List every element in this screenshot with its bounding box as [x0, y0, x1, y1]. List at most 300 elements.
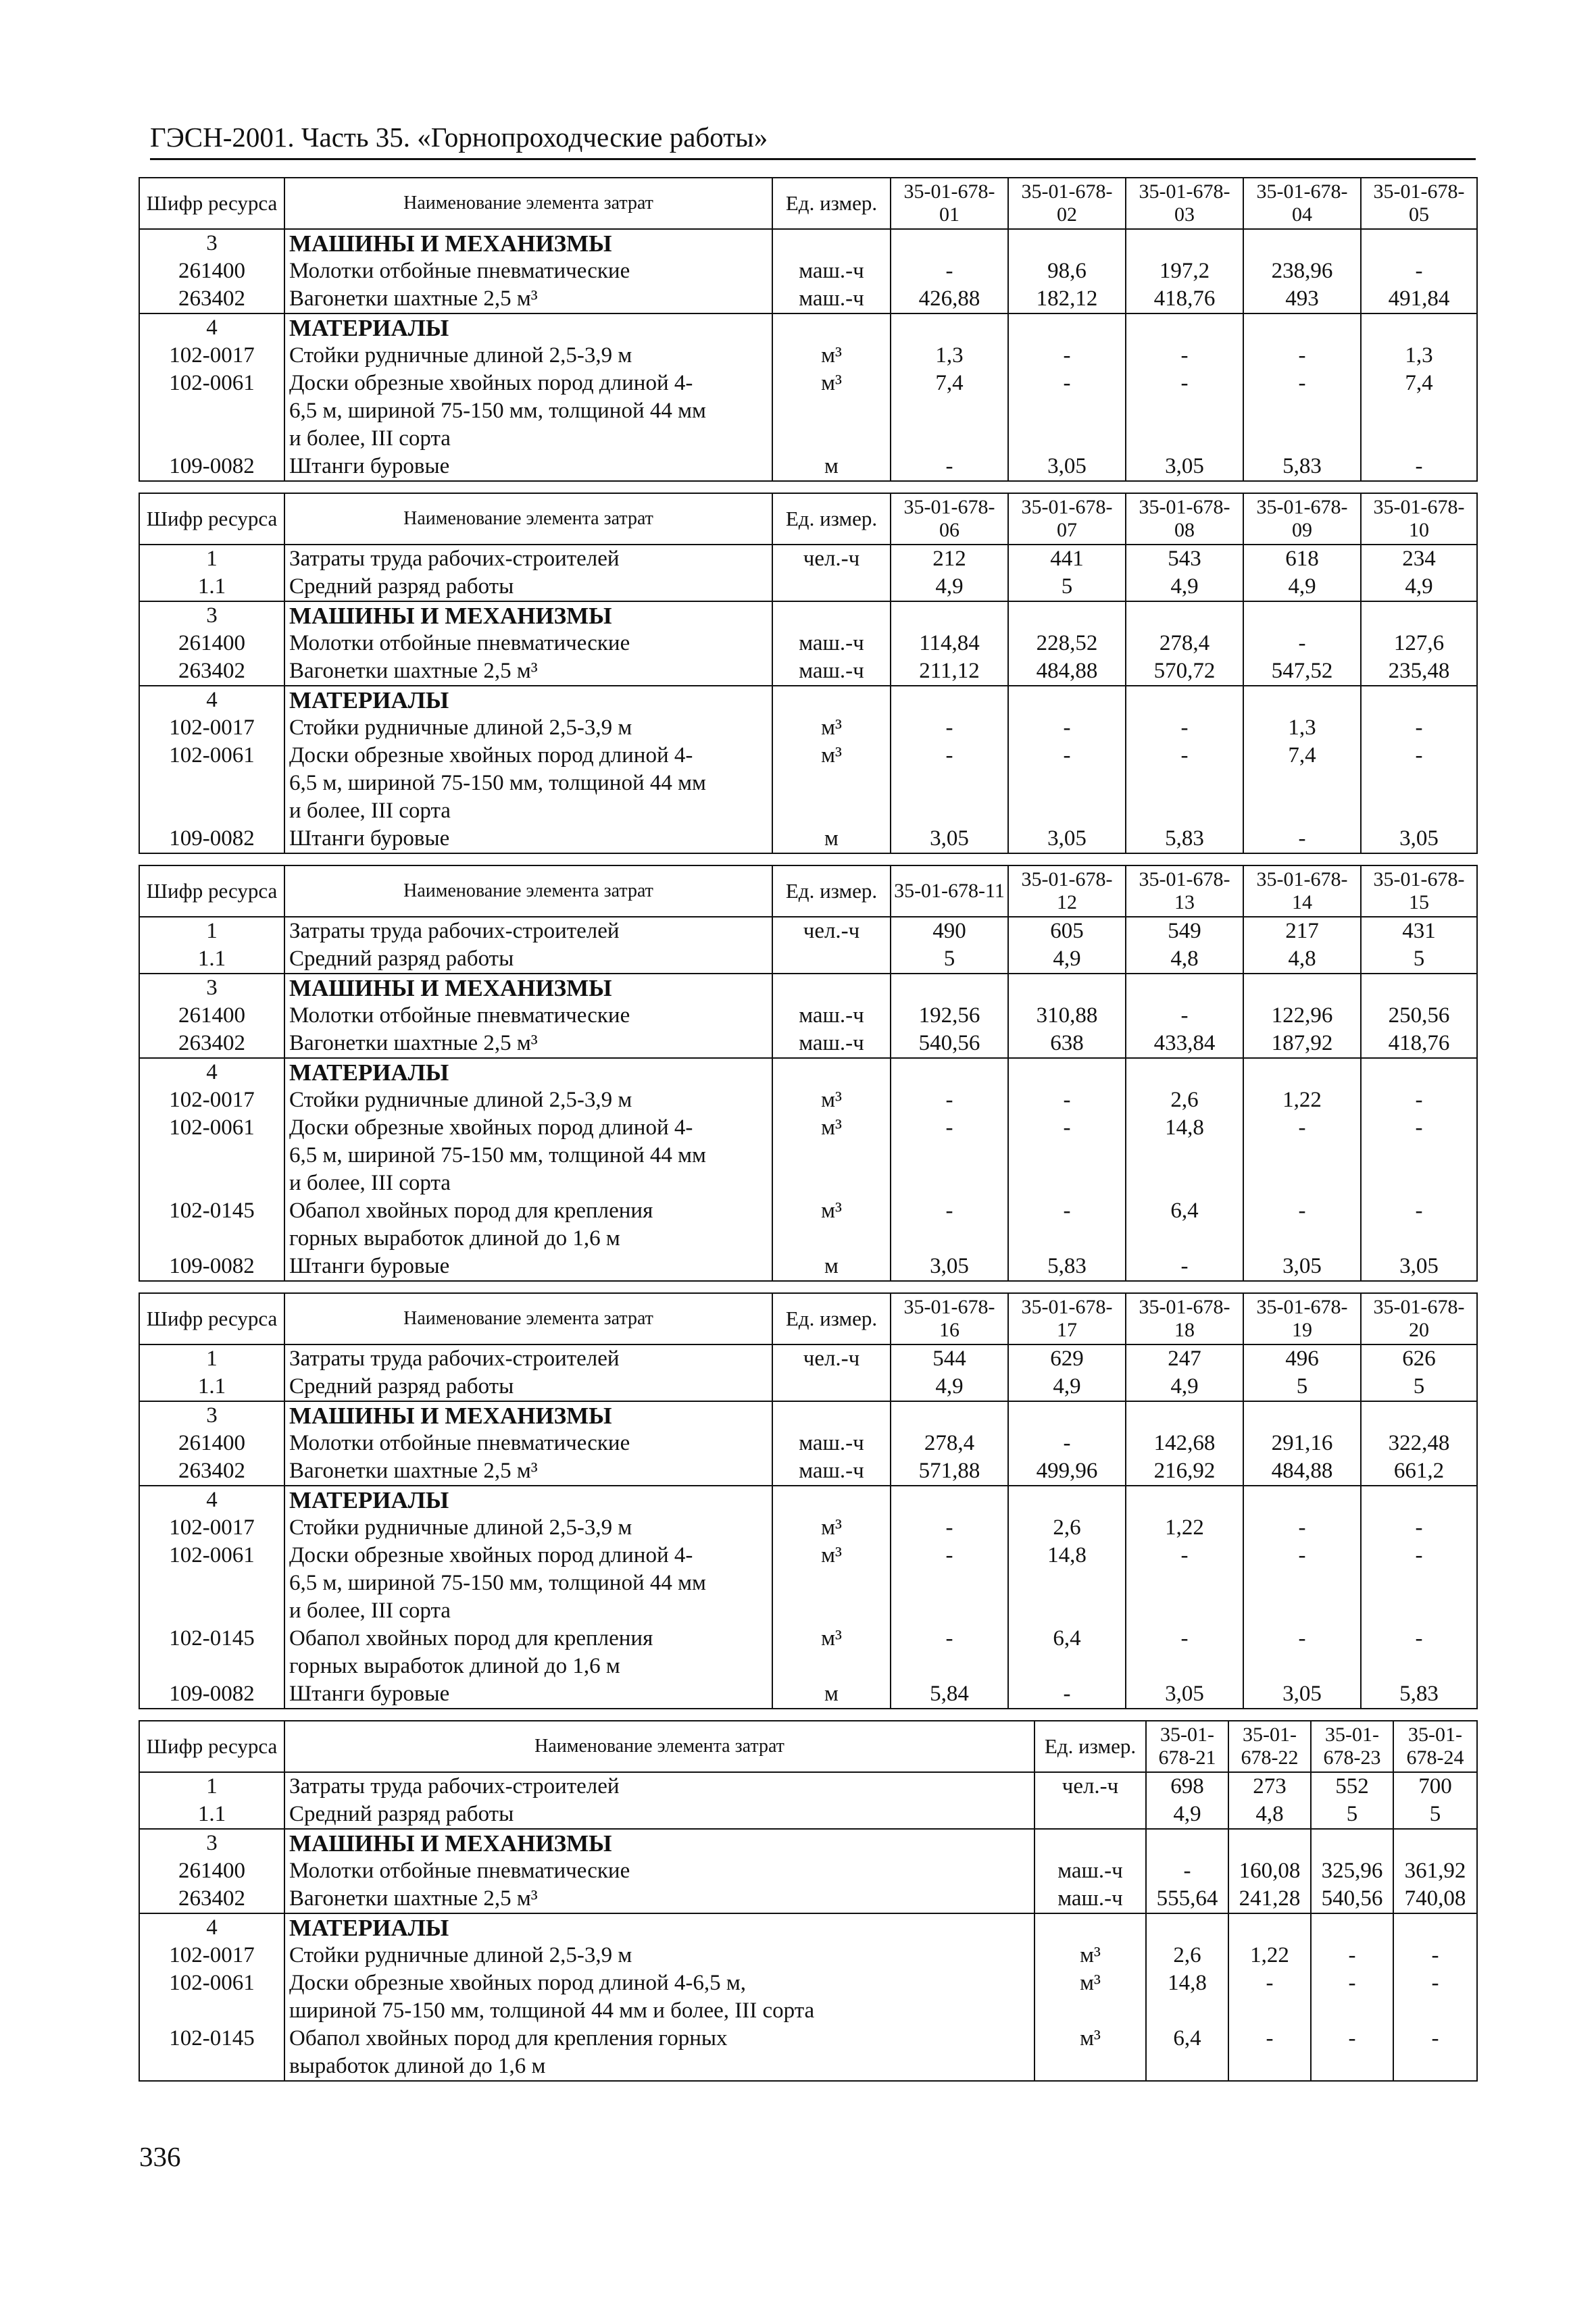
resource-name: МАШИНЫ И МЕХАНИЗМЫ — [284, 1829, 1034, 1857]
value-cell: - — [1243, 1514, 1361, 1542]
unit: м³ — [772, 714, 891, 742]
resource-table — [139, 1720, 1478, 2082]
value-cell: 4,9 — [1126, 573, 1243, 601]
value-cell: - — [1361, 1514, 1477, 1542]
table-row — [139, 1772, 1477, 1801]
value-cell: - — [1243, 342, 1361, 370]
table-row — [139, 657, 1477, 686]
resource-code: 102-0017 — [139, 1514, 284, 1542]
resource-name: Стойки рудничные длиной 2,5-3,9 м — [284, 342, 772, 370]
value-cell: - — [1008, 1114, 1126, 1197]
header-norm-code: 35-01-678-05 — [1361, 178, 1477, 229]
value-cell: 484,88 — [1243, 1457, 1361, 1486]
value-cell: 14,8 — [1126, 1114, 1243, 1197]
value-cell: - — [1008, 342, 1126, 370]
value-cell — [1243, 686, 1361, 714]
resource-code: 261400 — [139, 630, 284, 657]
unit: чел.-ч — [772, 1344, 891, 1373]
value-cell: 418,76 — [1361, 1030, 1477, 1058]
value-cell: 491,84 — [1361, 285, 1477, 313]
table-row — [139, 1344, 1477, 1373]
value-cell: 2,6 — [1146, 1942, 1228, 1969]
table-row — [139, 1514, 1477, 1542]
value-cell: 98,6 — [1008, 257, 1126, 285]
table-row — [139, 917, 1477, 945]
unit — [772, 974, 891, 1002]
unit: м — [772, 1253, 891, 1281]
value-cell — [1361, 686, 1477, 714]
value-cell: 5 — [1243, 1373, 1361, 1401]
resource-table — [139, 865, 1478, 1282]
unit: маш.-ч — [1034, 1857, 1146, 1885]
table-row — [139, 742, 1477, 825]
resource-name: Молотки отбойные пневматические — [284, 1002, 772, 1030]
unit: чел.-ч — [772, 917, 891, 945]
value-cell — [1361, 313, 1477, 342]
header-norm-code: 35-01-678-13 — [1126, 865, 1243, 917]
value-cell: - — [891, 1625, 1008, 1680]
resource-code: 109-0082 — [139, 1680, 284, 1709]
table-row — [139, 1801, 1477, 1829]
page-title: ГЭСН-2001. Часть 35. «Горнопроходческие работы» — [150, 122, 768, 153]
resource-name: Средний разряд работы — [284, 1373, 772, 1401]
resource-name: Обапол хвойных пород для крепления горных выработок длиной до 1,6 м — [284, 1197, 772, 1253]
value-cell: 3,05 — [1243, 1680, 1361, 1709]
value-cell: - — [1311, 1969, 1393, 2025]
value-cell — [1146, 1829, 1228, 1857]
resource-code: 1 — [139, 1344, 284, 1373]
resource-name: Штанги буровые — [284, 825, 772, 853]
resource-code: 102-0017 — [139, 714, 284, 742]
value-cell: 1,22 — [1243, 1086, 1361, 1114]
resource-name: Вагонетки шахтные 2,5 м³ — [284, 1885, 1034, 1913]
value-cell: - — [1008, 742, 1126, 825]
value-cell — [1361, 974, 1477, 1002]
resource-code: 3 — [139, 601, 284, 630]
value-cell: 273 — [1228, 1772, 1311, 1801]
value-cell — [891, 229, 1008, 257]
value-cell: 4,9 — [891, 573, 1008, 601]
value-cell: 3,05 — [1243, 1253, 1361, 1281]
resource-name: МАШИНЫ И МЕХАНИЗМЫ — [284, 974, 772, 1002]
header-unit: Ед. измер. — [772, 493, 891, 545]
value-cell — [1126, 1401, 1243, 1430]
value-cell: 247 — [1126, 1344, 1243, 1373]
resource-name: Доски обрезные хвойных пород длиной 4- 6,5 м, шириной 75-150 мм, толщиной 44 мм и более, III сорта — [284, 1114, 772, 1197]
value-cell: - — [891, 453, 1008, 481]
header-unit: Ед. измер. — [1034, 1721, 1146, 1772]
value-cell — [1393, 1829, 1477, 1857]
resource-code: 4 — [139, 1058, 284, 1086]
resource-code: 1 — [139, 917, 284, 945]
unit: маш.-ч — [772, 285, 891, 313]
value-cell: 235,48 — [1361, 657, 1477, 686]
value-cell: 216,92 — [1126, 1457, 1243, 1486]
resource-code: 4 — [139, 686, 284, 714]
value-cell: 1,22 — [1126, 1514, 1243, 1542]
value-cell: - — [1008, 1430, 1126, 1457]
value-cell: 211,12 — [891, 657, 1008, 686]
unit: м³ — [772, 1114, 891, 1197]
resource-name: МАШИНЫ И МЕХАНИЗМЫ — [284, 1401, 772, 1430]
table-row — [139, 1430, 1477, 1457]
value-cell: 122,96 — [1243, 1002, 1361, 1030]
resource-name: Вагонетки шахтные 2,5 м³ — [284, 1457, 772, 1486]
header-name: Наименование элемента затрат — [284, 1721, 1034, 1772]
unit — [772, 573, 891, 601]
value-cell: 325,96 — [1311, 1857, 1393, 1885]
value-cell: 484,88 — [1008, 657, 1126, 686]
unit: маш.-ч — [772, 630, 891, 657]
resource-table — [139, 493, 1478, 854]
value-cell: 5,83 — [1243, 453, 1361, 481]
table-row — [139, 342, 1477, 370]
resource-name: МАТЕРИАЛЫ — [284, 1486, 772, 1514]
value-cell: 142,68 — [1126, 1430, 1243, 1457]
unit — [772, 1486, 891, 1514]
value-cell: 7,4 — [891, 370, 1008, 453]
header-norm-code: 35-01-678-15 — [1361, 865, 1477, 917]
header-unit: Ед. измер. — [772, 865, 891, 917]
value-cell: 4,8 — [1126, 945, 1243, 974]
value-cell: - — [891, 1086, 1008, 1114]
value-cell — [1243, 974, 1361, 1002]
resource-code: 1 — [139, 545, 284, 573]
table-row — [139, 1829, 1477, 1857]
resource-code: 102-0061 — [139, 370, 284, 453]
value-cell: 114,84 — [891, 630, 1008, 657]
header-name: Наименование элемента затрат — [284, 1293, 772, 1344]
resource-name: Обапол хвойных пород для крепления горных выработок длиной до 1,6 м — [284, 2025, 1034, 2081]
value-cell: - — [1146, 1857, 1228, 1885]
table-row — [139, 601, 1477, 630]
resource-code: 102-0061 — [139, 742, 284, 825]
value-cell: 14,8 — [1008, 1542, 1126, 1625]
resource-code: 1.1 — [139, 1373, 284, 1401]
resource-name: Стойки рудничные длиной 2,5-3,9 м — [284, 1086, 772, 1114]
header-norm-code: 35-01-678-12 — [1008, 865, 1126, 917]
value-cell: 3,05 — [1126, 453, 1243, 481]
table-header-row — [139, 1293, 1477, 1344]
resource-code: 102-0145 — [139, 1625, 284, 1680]
value-cell: 6,4 — [1008, 1625, 1126, 1680]
header-norm-code: 35-01-678-20 — [1361, 1293, 1477, 1344]
resource-name: Молотки отбойные пневматические — [284, 1430, 772, 1457]
value-cell: 2,6 — [1008, 1514, 1126, 1542]
resource-name: Обапол хвойных пород для крепления горных выработок длиной до 1,6 м — [284, 1625, 772, 1680]
table-row — [139, 1857, 1477, 1885]
value-cell: 5,83 — [1361, 1680, 1477, 1709]
value-cell — [891, 1058, 1008, 1086]
value-cell — [1008, 686, 1126, 714]
unit: м — [772, 825, 891, 853]
value-cell: - — [1361, 1197, 1477, 1253]
value-cell — [1243, 1401, 1361, 1430]
table-row — [139, 2025, 1477, 2081]
value-cell: 4,9 — [1008, 1373, 1126, 1401]
table-row — [139, 229, 1477, 257]
resource-name: МАТЕРИАЛЫ — [284, 686, 772, 714]
value-cell: 212 — [891, 545, 1008, 573]
resource-name: Штанги буровые — [284, 1253, 772, 1281]
value-cell: 418,76 — [1126, 285, 1243, 313]
resource-name: Молотки отбойные пневматические — [284, 257, 772, 285]
value-cell: 192,56 — [891, 1002, 1008, 1030]
resource-code: 109-0082 — [139, 453, 284, 481]
table-row — [139, 1373, 1477, 1401]
value-cell: - — [1228, 2025, 1311, 2081]
value-cell — [1008, 1058, 1126, 1086]
resource-name: Молотки отбойные пневматические — [284, 630, 772, 657]
value-cell: 433,84 — [1126, 1030, 1243, 1058]
value-cell — [1361, 601, 1477, 630]
header-norm-code: 35-01-678-22 — [1228, 1721, 1311, 1772]
resource-code: 102-0017 — [139, 342, 284, 370]
resource-code: 261400 — [139, 1857, 284, 1885]
value-cell: - — [1361, 257, 1477, 285]
value-cell — [891, 1486, 1008, 1514]
value-cell: - — [1008, 1680, 1126, 1709]
value-cell: 322,48 — [1361, 1430, 1477, 1457]
table-row — [139, 1942, 1477, 1969]
table-row — [139, 945, 1477, 974]
value-cell: 700 — [1393, 1772, 1477, 1801]
table-row — [139, 1086, 1477, 1114]
unit: м³ — [772, 342, 891, 370]
value-cell: - — [1361, 1086, 1477, 1114]
header-name: Наименование элемента затрат — [284, 493, 772, 545]
value-cell — [1008, 229, 1126, 257]
table-row — [139, 714, 1477, 742]
value-cell: 238,96 — [1243, 257, 1361, 285]
value-cell — [891, 313, 1008, 342]
table-row — [139, 1002, 1477, 1030]
value-cell: - — [1361, 1625, 1477, 1680]
unit — [772, 1058, 891, 1086]
resource-name: Стойки рудничные длиной 2,5-3,9 м — [284, 1514, 772, 1542]
value-cell — [1243, 1058, 1361, 1086]
value-cell: 552 — [1311, 1772, 1393, 1801]
value-cell: 555,64 — [1146, 1885, 1228, 1913]
value-cell — [1361, 1058, 1477, 1086]
value-cell — [891, 686, 1008, 714]
table-row — [139, 1885, 1477, 1913]
resource-table — [139, 177, 1478, 482]
header-norm-code: 35-01-678-11 — [891, 865, 1008, 917]
value-cell: 740,08 — [1393, 1885, 1477, 1913]
value-cell: 4,9 — [1126, 1373, 1243, 1401]
resource-code: 263402 — [139, 1885, 284, 1913]
header-norm-code: 35-01-678-14 — [1243, 865, 1361, 917]
value-cell — [1243, 229, 1361, 257]
value-cell: - — [1126, 1253, 1243, 1281]
resource-table — [139, 1292, 1478, 1709]
resource-name: МАТЕРИАЛЫ — [284, 1913, 1034, 1942]
unit: маш.-ч — [1034, 1885, 1146, 1913]
value-cell: - — [1126, 714, 1243, 742]
value-cell: 1,3 — [1243, 714, 1361, 742]
unit: маш.-ч — [772, 257, 891, 285]
value-cell — [1126, 974, 1243, 1002]
table-row — [139, 630, 1477, 657]
unit: м — [772, 453, 891, 481]
header-code: Шифр ресурса — [139, 1293, 284, 1344]
unit — [1034, 1829, 1146, 1857]
value-cell: 431 — [1361, 917, 1477, 945]
table-row — [139, 1253, 1477, 1281]
value-cell — [1228, 1829, 1311, 1857]
resource-name: Затраты труда рабочих-строителей — [284, 1772, 1034, 1801]
header-code: Шифр ресурса — [139, 865, 284, 917]
header-norm-code: 35-01-678-24 — [1393, 1721, 1477, 1772]
value-cell: 540,56 — [891, 1030, 1008, 1058]
value-cell: - — [891, 1514, 1008, 1542]
resource-code: 263402 — [139, 1030, 284, 1058]
unit: м³ — [1034, 1969, 1146, 2025]
value-cell: - — [891, 1114, 1008, 1197]
resource-code: 261400 — [139, 1430, 284, 1457]
value-cell: - — [1393, 1969, 1477, 2025]
resource-name: Вагонетки шахтные 2,5 м³ — [284, 657, 772, 686]
value-cell — [1008, 1486, 1126, 1514]
value-cell: 250,56 — [1361, 1002, 1477, 1030]
value-cell: - — [1243, 825, 1361, 853]
value-cell: 4,8 — [1243, 945, 1361, 974]
value-cell — [1243, 1486, 1361, 1514]
value-cell: - — [1311, 1942, 1393, 1969]
header-code: Шифр ресурса — [139, 178, 284, 229]
value-cell — [1126, 313, 1243, 342]
table-header-row — [139, 178, 1477, 229]
table-row — [139, 974, 1477, 1002]
unit — [772, 229, 891, 257]
resource-name: Стойки рудничные длиной 2,5-3,9 м — [284, 714, 772, 742]
value-cell: - — [1008, 714, 1126, 742]
value-cell: 698 — [1146, 1772, 1228, 1801]
resource-code: 102-0061 — [139, 1969, 284, 2025]
value-cell: 6,4 — [1126, 1197, 1243, 1253]
unit — [1034, 1913, 1146, 1942]
value-cell — [1126, 686, 1243, 714]
resource-code: 102-0061 — [139, 1114, 284, 1197]
value-cell: 5 — [1361, 1373, 1477, 1401]
value-cell: 544 — [891, 1344, 1008, 1373]
value-cell — [1361, 1486, 1477, 1514]
value-cell — [1243, 601, 1361, 630]
value-cell: 426,88 — [891, 285, 1008, 313]
value-cell: - — [1361, 1114, 1477, 1197]
value-cell: - — [1126, 1542, 1243, 1625]
value-cell: 5 — [1393, 1801, 1477, 1829]
value-cell: 5 — [1008, 573, 1126, 601]
value-cell — [1126, 229, 1243, 257]
unit: чел.-ч — [772, 545, 891, 573]
value-cell: - — [1361, 714, 1477, 742]
resource-name: Средний разряд работы — [284, 1801, 1034, 1829]
table-row — [139, 1542, 1477, 1625]
value-cell: - — [1008, 1197, 1126, 1253]
value-cell: 310,88 — [1008, 1002, 1126, 1030]
unit — [772, 601, 891, 630]
value-cell — [1361, 1401, 1477, 1430]
value-cell — [1146, 1913, 1228, 1942]
value-cell: 638 — [1008, 1030, 1126, 1058]
unit: м³ — [1034, 2025, 1146, 2081]
value-cell: - — [1393, 1942, 1477, 1969]
value-cell — [1126, 1058, 1243, 1086]
value-cell: - — [1361, 742, 1477, 825]
value-cell: 493 — [1243, 285, 1361, 313]
value-cell: 5 — [1311, 1801, 1393, 1829]
resource-code: 102-0145 — [139, 2025, 284, 2081]
header-norm-code: 35-01-678-10 — [1361, 493, 1477, 545]
resource-name: Средний разряд работы — [284, 945, 772, 974]
resource-code: 4 — [139, 1913, 284, 1942]
value-cell: 5 — [1361, 945, 1477, 974]
value-cell: 490 — [891, 917, 1008, 945]
table-row — [139, 313, 1477, 342]
value-cell: 187,92 — [1243, 1030, 1361, 1058]
unit: м — [772, 1680, 891, 1709]
unit: м³ — [772, 370, 891, 453]
header-norm-code: 35-01-678-09 — [1243, 493, 1361, 545]
value-cell: 661,2 — [1361, 1457, 1477, 1486]
resource-code: 261400 — [139, 1002, 284, 1030]
resource-code: 4 — [139, 313, 284, 342]
value-cell: - — [891, 1197, 1008, 1253]
value-cell: 6,4 — [1146, 2025, 1228, 2081]
header-name: Наименование элемента затрат — [284, 178, 772, 229]
value-cell: 234 — [1361, 545, 1477, 573]
value-cell — [1008, 601, 1126, 630]
value-cell: - — [1243, 1197, 1361, 1253]
header-norm-code: 35-01-678-01 — [891, 178, 1008, 229]
unit — [772, 313, 891, 342]
header-name: Наименование элемента затрат — [284, 865, 772, 917]
value-cell: 4,9 — [891, 1373, 1008, 1401]
value-cell: 278,4 — [1126, 630, 1243, 657]
resource-code: 109-0082 — [139, 825, 284, 853]
value-cell: 547,52 — [1243, 657, 1361, 686]
unit — [772, 945, 891, 974]
value-cell: - — [891, 714, 1008, 742]
resource-name: Доски обрезные хвойных пород длиной 4-6,5 м, шириной 75-150 мм, толщиной 44 мм и более, III сорта — [284, 1969, 1034, 2025]
table-row — [139, 1058, 1477, 1086]
table-row — [139, 257, 1477, 285]
value-cell: 5,83 — [1008, 1253, 1126, 1281]
header-norm-code: 35-01-678-08 — [1126, 493, 1243, 545]
resource-code: 3 — [139, 974, 284, 1002]
table-row — [139, 1625, 1477, 1680]
resource-name: Доски обрезные хвойных пород длиной 4- 6,5 м, шириной 75-150 мм, толщиной 44 мм и более, III сорта — [284, 370, 772, 453]
resource-code: 3 — [139, 229, 284, 257]
value-cell: 3,05 — [1008, 453, 1126, 481]
table-header-row — [139, 865, 1477, 917]
value-cell: 127,6 — [1361, 630, 1477, 657]
value-cell — [891, 601, 1008, 630]
value-cell — [891, 974, 1008, 1002]
value-cell: 3,05 — [1126, 1680, 1243, 1709]
value-cell: 1,22 — [1228, 1942, 1311, 1969]
table-row — [139, 370, 1477, 453]
table-row — [139, 285, 1477, 313]
resource-code: 3 — [139, 1401, 284, 1430]
value-cell: 4,8 — [1228, 1801, 1311, 1829]
value-cell: 4,9 — [1008, 945, 1126, 974]
value-cell: 14,8 — [1146, 1969, 1228, 2025]
value-cell: 3,05 — [891, 1253, 1008, 1281]
resource-name: МАШИНЫ И МЕХАНИЗМЫ — [284, 229, 772, 257]
